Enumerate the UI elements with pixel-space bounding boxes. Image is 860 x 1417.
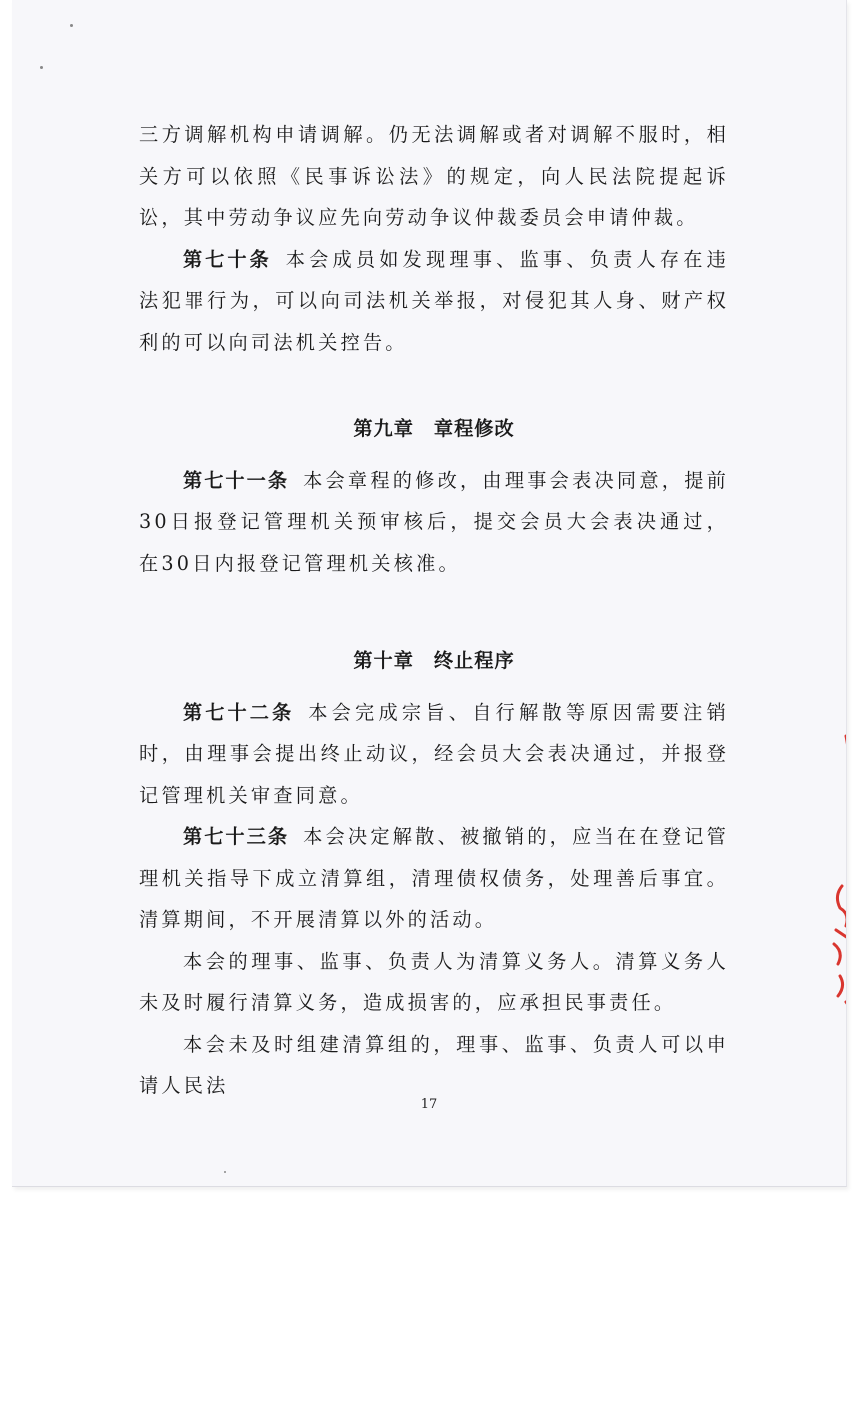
article-73	[139, 816, 729, 941]
article-71-text: 本会章程的修改，由理事会表决同意，提前30日报登记管理机关预审核后，提交会员大会表决通过，在30日内报登记管理机关核准。	[139, 468, 729, 575]
scan-speck	[40, 66, 43, 69]
article-72-text: 本会完成宗旨、自行解散等原因需要注销时，由理事会提出终止动议，经会员大会表决通过，并报登记管理机关审查同意。	[139, 700, 729, 807]
scanned-page	[12, 0, 847, 1187]
article-70-label: 第七十条	[183, 247, 272, 271]
chapter-9-number: 第九章	[353, 417, 414, 440]
article-73-label: 第七十三条	[183, 825, 290, 848]
chapter-10-number: 第十章	[353, 649, 414, 672]
paragraph-continuation: 三方调解机构申请调解。仍无法调解或者对调解不服时，相关方可以依照《民事诉讼法》的规定，向人民法院提起诉讼，其中劳动争议应先向劳动争议仲裁委员会申请仲裁。	[139, 123, 729, 229]
chapter-10-title: 终止程序	[433, 649, 515, 672]
article-70	[139, 239, 729, 364]
article-71	[139, 460, 729, 585]
chapter-10-heading	[139, 640, 729, 682]
liquidation-obligation-paragraph: 本会的理事、监事、负责人为清算义务人。清算义务人未及时履行清算义务，造成损害的，应承担民事责任。	[139, 949, 729, 1014]
article-73-text: 本会决定解散、被撤销的，应当在在登记管理机关指导下成立清算组，清理债权债务，处理善后事宜。清算期间，不开展清算以外的活动。	[139, 825, 729, 931]
chapter-9-heading	[139, 408, 729, 450]
page-number: 17	[420, 1097, 438, 1112]
scan-speck	[224, 1171, 226, 1173]
article-71-label: 第七十一条	[183, 468, 290, 492]
article-72-label: 第七十二条	[183, 700, 295, 724]
scan-speck	[70, 24, 73, 27]
article-72	[139, 692, 729, 817]
article-70-text: 本会成员如发现理事、监事、负责人存在违法犯罪行为，可以向司法机关举报，对侵犯其人身、财产权利的可以向司法机关控告。	[139, 247, 729, 354]
chapter-9-title: 章程修改	[433, 417, 515, 440]
red-seal-edge	[816, 676, 847, 1016]
liquidation-court-paragraph: 本会未及时组建清算组的，理事、监事、负责人可以申请人民法	[139, 1032, 729, 1097]
article-text-block	[139, 114, 729, 1107]
